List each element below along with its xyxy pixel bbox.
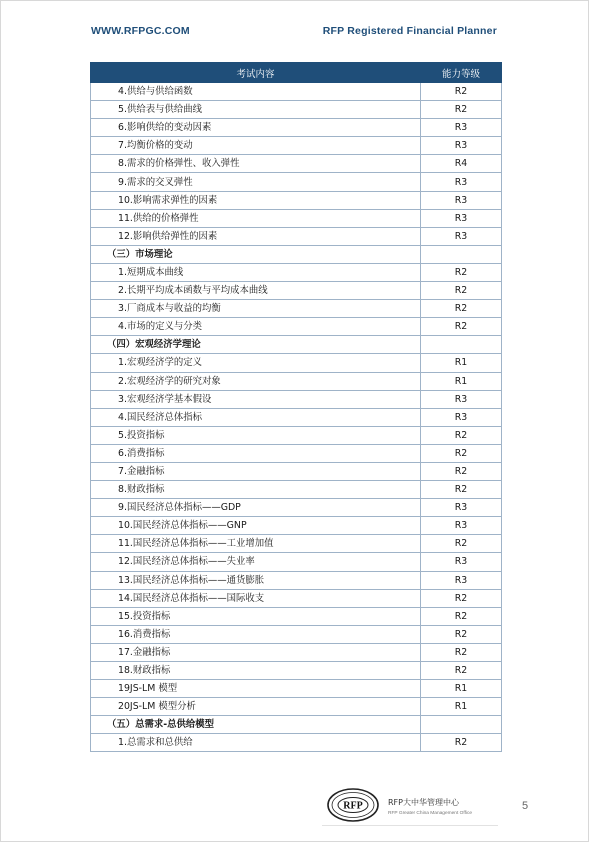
exam-content-cell: 9.国民经济总体指标——GDP — [91, 499, 421, 517]
exam-content-cell: 13.国民经济总体指标——通货膨胀 — [91, 571, 421, 589]
ability-level-cell: R3 — [421, 390, 502, 408]
exam-content-cell: 14.国民经济总体指标——国际收支 — [91, 589, 421, 607]
table-row — [91, 698, 502, 716]
exam-content-cell: 7.金融指标 — [91, 462, 421, 480]
table-row — [91, 680, 502, 698]
section-row — [91, 336, 502, 354]
table-row — [91, 318, 502, 336]
section-row — [91, 245, 502, 263]
table-row — [91, 571, 502, 589]
ability-level-cell: R4 — [421, 155, 502, 173]
ability-level-cell: R2 — [421, 462, 502, 480]
ability-level-cell: R1 — [421, 680, 502, 698]
exam-content-cell: 1.短期成本曲线 — [91, 263, 421, 281]
column-header-level: 能力等级 — [421, 63, 502, 83]
ability-level-cell: R2 — [421, 734, 502, 752]
ability-level-cell: R2 — [421, 444, 502, 462]
exam-content-cell: 7.均衡价格的变动 — [91, 137, 421, 155]
ability-level-cell: R1 — [421, 698, 502, 716]
table-row — [91, 643, 502, 661]
table-row — [91, 734, 502, 752]
ability-level-cell: R2 — [421, 662, 502, 680]
table-row — [91, 263, 502, 281]
exam-content-cell: 10.影响需求弹性的因素 — [91, 191, 421, 209]
table-row — [91, 589, 502, 607]
section-title: （三）市场理论 — [91, 245, 421, 263]
exam-content-cell: 10.国民经济总体指标——GNP — [91, 517, 421, 535]
exam-content-cell: 5.投资指标 — [91, 426, 421, 444]
exam-content-cell: 9.需求的交叉弹性 — [91, 173, 421, 191]
footer-divider — [322, 825, 498, 826]
exam-content-cell: 2.宏观经济学的研究对象 — [91, 372, 421, 390]
table-row — [91, 426, 502, 444]
table-row — [91, 444, 502, 462]
ability-level-cell: R2 — [421, 263, 502, 281]
table-row — [91, 662, 502, 680]
ability-level-cell: R3 — [421, 173, 502, 191]
table-row — [91, 372, 502, 390]
exam-content-cell: 12.国民经济总体指标——失业率 — [91, 553, 421, 571]
footer-org-name: RFP大中华管理中心 — [388, 798, 459, 807]
ability-level-cell: R1 — [421, 354, 502, 372]
ability-level-cell: R3 — [421, 191, 502, 209]
ability-level-cell: R3 — [421, 119, 502, 137]
ability-level-cell: R2 — [421, 625, 502, 643]
ability-level-cell: R3 — [421, 209, 502, 227]
table-row — [91, 227, 502, 245]
exam-content-cell: 8.需求的价格弹性、收入弹性 — [91, 155, 421, 173]
table-row — [91, 119, 502, 137]
exam-content-cell: 2.长期平均成本函数与平均成本曲线 — [91, 282, 421, 300]
ability-level-cell: R2 — [421, 83, 502, 101]
ability-level-cell: R2 — [421, 282, 502, 300]
ability-level-cell: R2 — [421, 643, 502, 661]
syllabus-table — [90, 62, 502, 752]
table-row — [91, 83, 502, 101]
table-body — [91, 83, 502, 752]
ability-level-cell: R3 — [421, 408, 502, 426]
ability-level-cell: R3 — [421, 517, 502, 535]
table-row — [91, 481, 502, 499]
ability-level-cell: R2 — [421, 607, 502, 625]
table-header-row — [91, 63, 502, 83]
exam-content-cell: 3.厂商成本与收益的均衡 — [91, 300, 421, 318]
table-row — [91, 607, 502, 625]
table-row — [91, 390, 502, 408]
table-row — [91, 101, 502, 119]
ability-level-cell: R2 — [421, 535, 502, 553]
table-row — [91, 137, 502, 155]
column-header-content: 考试内容 — [91, 63, 421, 83]
ability-level-cell: R2 — [421, 589, 502, 607]
page-number: 5 — [522, 800, 529, 812]
ability-level-cell — [421, 716, 502, 734]
rfp-logo — [327, 788, 379, 822]
exam-content-cell: 8.财政指标 — [91, 481, 421, 499]
website-url[interactable]: WWW.RFPGC.COM — [91, 25, 190, 37]
exam-content-cell: 12.影响供给弹性的因素 — [91, 227, 421, 245]
ability-level-cell: R2 — [421, 481, 502, 499]
ability-level-cell: R3 — [421, 137, 502, 155]
table-row — [91, 408, 502, 426]
exam-content-cell: 16.消费指标 — [91, 625, 421, 643]
ability-level-cell: R3 — [421, 227, 502, 245]
table-row — [91, 625, 502, 643]
exam-content-cell: 20JS-LM 模型分析 — [91, 698, 421, 716]
table-row — [91, 209, 502, 227]
ability-level-cell: R1 — [421, 372, 502, 390]
table-row — [91, 155, 502, 173]
rfp-logo-text: RFP — [343, 800, 363, 812]
section-title: （五）总需求-总供给模型 — [91, 716, 421, 734]
footer-org-name-en: RFP Greater China Management Office — [388, 811, 473, 816]
table-row — [91, 553, 502, 571]
table-row — [91, 354, 502, 372]
exam-content-cell: 15.投资指标 — [91, 607, 421, 625]
ability-level-cell: R3 — [421, 553, 502, 571]
table-row — [91, 300, 502, 318]
exam-content-cell: 6.影响供给的变动因素 — [91, 119, 421, 137]
exam-content-cell: 6.消费指标 — [91, 444, 421, 462]
ability-level-cell: R2 — [421, 318, 502, 336]
ability-level-cell: R3 — [421, 499, 502, 517]
table-row — [91, 282, 502, 300]
table-row — [91, 173, 502, 191]
ability-level-cell: R2 — [421, 426, 502, 444]
exam-content-cell: 4.国民经济总体指标 — [91, 408, 421, 426]
table-row — [91, 462, 502, 480]
exam-content-cell: 1.总需求和总供给 — [91, 734, 421, 752]
table-row — [91, 191, 502, 209]
table-row — [91, 517, 502, 535]
exam-content-cell: 5.供给表与供给曲线 — [91, 101, 421, 119]
section-row — [91, 716, 502, 734]
ability-level-cell — [421, 336, 502, 354]
ability-level-cell: R2 — [421, 300, 502, 318]
ability-level-cell: R2 — [421, 101, 502, 119]
exam-content-cell: 17.金融指标 — [91, 643, 421, 661]
table-row — [91, 499, 502, 517]
section-title: （四）宏观经济学理论 — [91, 336, 421, 354]
exam-content-cell: 19JS-LM 模型 — [91, 680, 421, 698]
exam-content-cell: 1.宏观经济学的定义 — [91, 354, 421, 372]
ability-level-cell — [421, 245, 502, 263]
exam-content-cell: 11.供给的价格弹性 — [91, 209, 421, 227]
exam-content-cell: 4.市场的定义与分类 — [91, 318, 421, 336]
table-row — [91, 535, 502, 553]
exam-content-cell: 18.财政指标 — [91, 662, 421, 680]
exam-content-cell: 4.供给与供给函数 — [91, 83, 421, 101]
program-title: RFP Registered Financial Planner — [322, 25, 497, 37]
exam-content-cell: 3.宏观经济学基本假设 — [91, 390, 421, 408]
ability-level-cell: R3 — [421, 571, 502, 589]
exam-content-cell: 11.国民经济总体指标——工业增加值 — [91, 535, 421, 553]
